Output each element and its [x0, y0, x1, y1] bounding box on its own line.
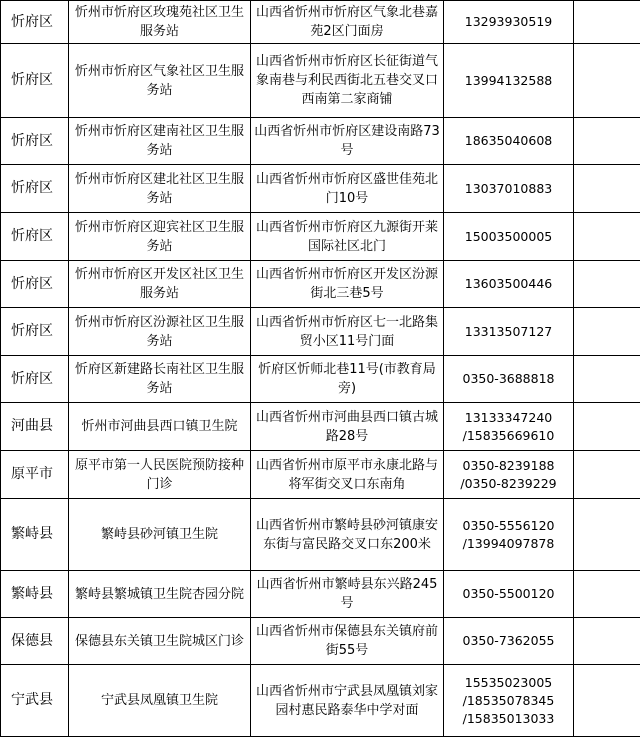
phone-cell: 0350-5556120 /13994097878 [444, 499, 574, 571]
org-cell: 忻州市忻府区汾源社区卫生服务站 [69, 308, 251, 356]
blank-cell [574, 571, 640, 618]
blank-cell [574, 618, 640, 665]
phone-cell: 13133347240 /15835669610 [444, 403, 574, 451]
table-body [1, 1, 640, 737]
table-row [1, 118, 640, 165]
org-cell: 忻州市河曲县西口镇卫生院 [69, 403, 251, 451]
org-cell: 忻府区新建路长南社区卫生服务站 [69, 356, 251, 403]
area-cell: 保德县 [1, 618, 69, 665]
phone-cell: 0350-7362055 [444, 618, 574, 665]
address-cell: 山西省忻州市繁峙县东兴路245号 [251, 571, 444, 618]
phone-cell: 0350-8239188 /0350-8239229 [444, 451, 574, 499]
address-cell: 山西省忻州市忻府区建设南路73号 [251, 118, 444, 165]
area-cell: 忻府区 [1, 44, 69, 118]
table-row [1, 403, 640, 451]
table-row [1, 356, 640, 403]
blank-cell [574, 261, 640, 308]
table-row [1, 261, 640, 308]
phone-cell: 13313507127 [444, 308, 574, 356]
area-cell: 忻府区 [1, 165, 69, 213]
phone-cell: 0350-5500120 [444, 571, 574, 618]
area-cell: 忻府区 [1, 261, 69, 308]
org-cell: 忻州市忻府区迎宾社区卫生服务站 [69, 213, 251, 261]
table-row [1, 665, 640, 737]
address-cell: 山西省忻州市河曲县西口镇古城路28号 [251, 403, 444, 451]
blank-cell [574, 308, 640, 356]
area-cell: 宁武县 [1, 665, 69, 737]
table-row [1, 165, 640, 213]
blank-cell [574, 165, 640, 213]
table-row [1, 44, 640, 118]
address-cell: 山西省忻州市繁峙县砂河镇康安东街与富民路交叉口东200米 [251, 499, 444, 571]
org-cell: 繁峙县砂河镇卫生院 [69, 499, 251, 571]
area-cell: 忻府区 [1, 308, 69, 356]
org-cell: 忻州市忻府区玫瑰苑社区卫生服务站 [69, 1, 251, 44]
address-cell: 山西省忻州市保德县东关镇府前街55号 [251, 618, 444, 665]
area-cell: 忻府区 [1, 118, 69, 165]
area-cell: 忻府区 [1, 1, 69, 44]
blank-cell [574, 356, 640, 403]
area-cell: 忻府区 [1, 213, 69, 261]
area-cell: 繁峙县 [1, 571, 69, 618]
address-cell: 山西省忻州市忻府区长征街道气象南巷与利民西街北五巷交叉口西南第二家商铺 [251, 44, 444, 118]
blank-cell [574, 118, 640, 165]
table-row [1, 499, 640, 571]
area-cell: 河曲县 [1, 403, 69, 451]
org-cell: 忻州市忻府区建南社区卫生服务站 [69, 118, 251, 165]
blank-cell [574, 213, 640, 261]
org-cell: 宁武县凤凰镇卫生院 [69, 665, 251, 737]
table-row [1, 1, 640, 44]
address-cell: 忻府区忻师北巷11号(市教育局旁) [251, 356, 444, 403]
address-cell: 山西省忻州市忻府区气象北巷嘉苑2区门面房 [251, 1, 444, 44]
blank-cell [574, 403, 640, 451]
area-cell: 原平市 [1, 451, 69, 499]
org-cell: 繁峙县繁城镇卫生院杏园分院 [69, 571, 251, 618]
phone-cell: 13037010883 [444, 165, 574, 213]
table-row [1, 308, 640, 356]
org-cell: 保德县东关镇卫生院城区门诊 [69, 618, 251, 665]
blank-cell [574, 451, 640, 499]
blank-cell [574, 665, 640, 737]
address-cell: 山西省忻州市忻府区开发区汾源街北三巷5号 [251, 261, 444, 308]
table-row [1, 213, 640, 261]
table-row [1, 571, 640, 618]
phone-cell: 13994132588 [444, 44, 574, 118]
address-cell: 山西省忻州市宁武县凤凰镇刘家园村惠民路泰华中学对面 [251, 665, 444, 737]
org-cell: 原平市第一人民医院预防接种门诊 [69, 451, 251, 499]
phone-cell: 13603500446 [444, 261, 574, 308]
table-row [1, 618, 640, 665]
phone-cell: 13293930519 [444, 1, 574, 44]
address-cell: 山西省忻州市原平市永康北路与将军街交叉口东南角 [251, 451, 444, 499]
blank-cell [574, 1, 640, 44]
blank-cell [574, 44, 640, 118]
address-cell: 山西省忻州市忻府区盛世佳苑北门10号 [251, 165, 444, 213]
area-cell: 忻府区 [1, 356, 69, 403]
table-row [1, 451, 640, 499]
phone-cell: 0350-3688818 [444, 356, 574, 403]
phone-cell: 18635040608 [444, 118, 574, 165]
phone-cell: 15003500005 [444, 213, 574, 261]
area-cell: 繁峙县 [1, 499, 69, 571]
org-cell: 忻州市忻府区建北社区卫生服务站 [69, 165, 251, 213]
address-cell: 山西省忻州市忻府区九源街开莱国际社区北门 [251, 213, 444, 261]
blank-cell [574, 499, 640, 571]
org-cell: 忻州市忻府区气象社区卫生服务站 [69, 44, 251, 118]
org-cell: 忻州市忻府区开发区社区卫生服务站 [69, 261, 251, 308]
phone-cell: 15535023005 /18535078345 /15835013033 [444, 665, 574, 737]
address-cell: 山西省忻州市忻府区七一北路集贸小区11号门面 [251, 308, 444, 356]
